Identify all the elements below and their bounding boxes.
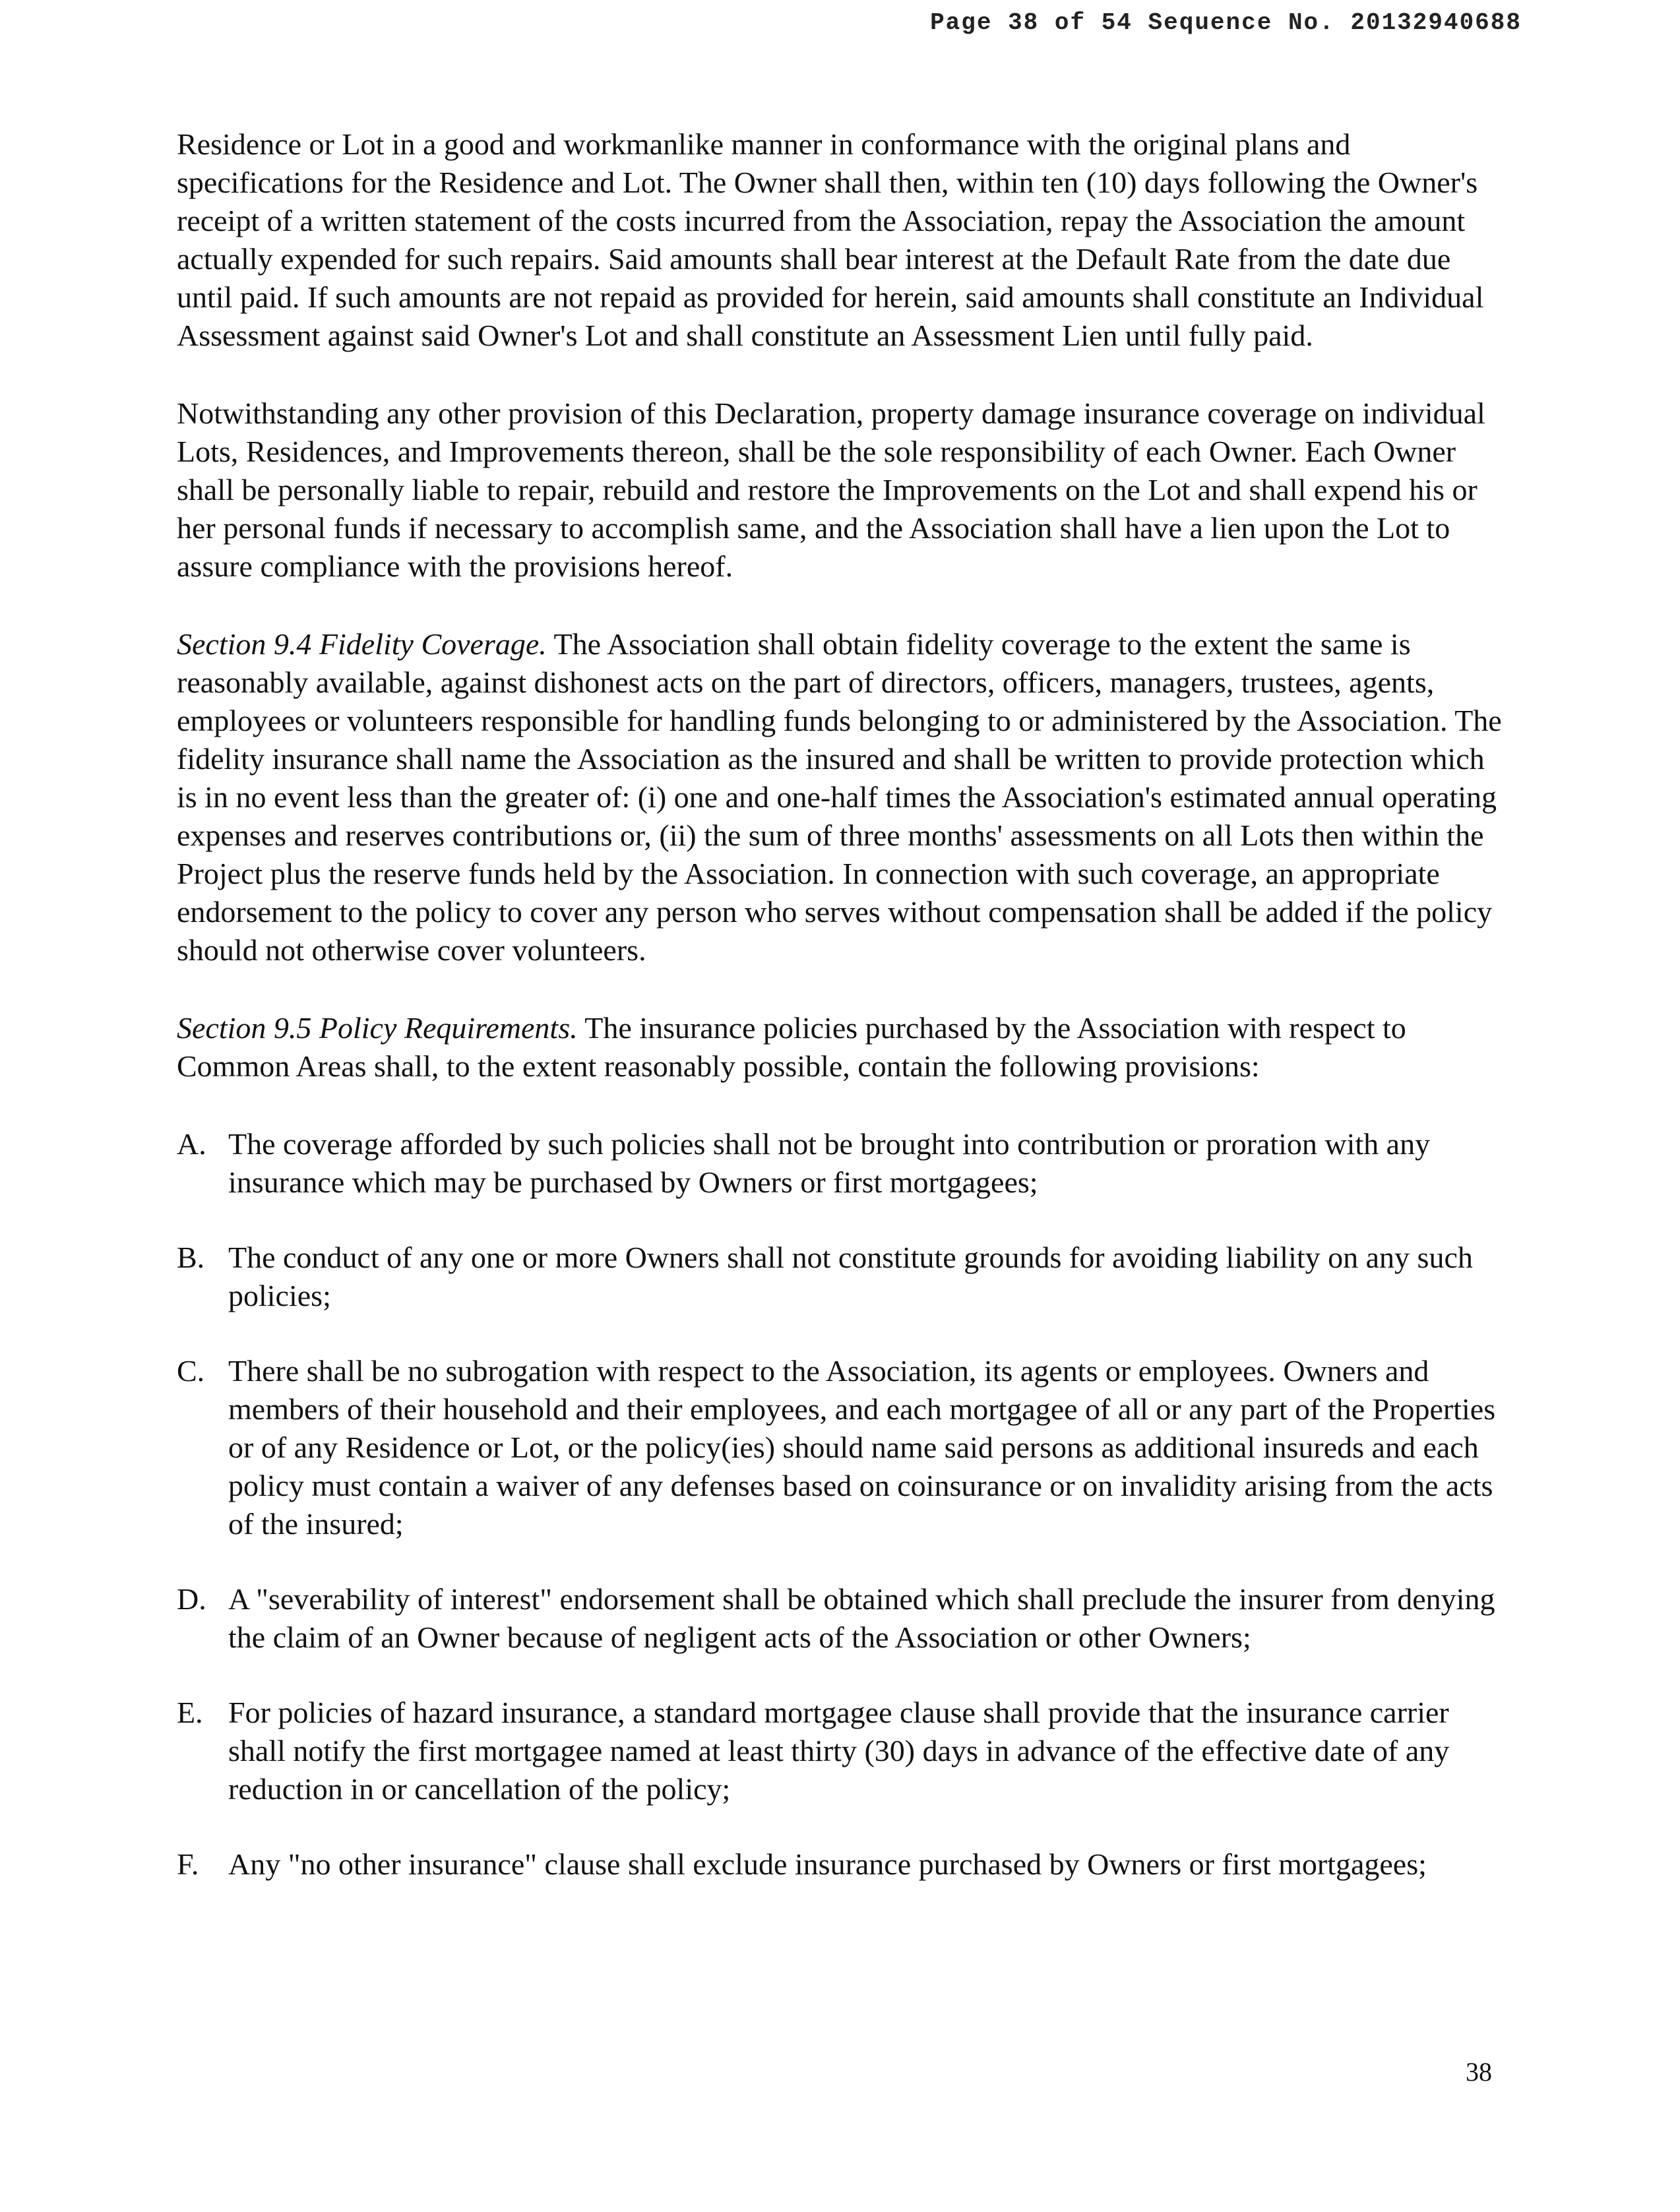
section-9-5-text: The insurance policies purchased by the Association with respect to Common Areas shall, to the extent reasonably possible, contain the following provisions: <box>177 1011 1406 1083</box>
paragraph-repair-costs: Residence or Lot in a good and workmanlike manner in conformance with the original plans and specifications for the Residence and Lot. The Owner shall then, within ten (10) days following the Owner's receipt of a written statement of the costs incurred from the Association, repay the Association the amount actually expended for such repairs. Said amounts shall bear interest at the Default Rate from the date due until paid. If such amounts are not repaid as provided for herein, said amounts shall constitute an Individual Assessment against said Owner's Lot and shall constitute an Assessment Lien until fully paid. <box>177 127 1484 352</box>
section-9-4-text: The Association shall obtain fidelity coverage to the extent the same is reasonably available, against dishonest acts on the part of directors, officers, managers, trustees, agents, employees or volunteers responsible for handling funds belonging to or administered by the Association. The fidelity insurance shall name the Association as the insured and shall be written to provide protection which is in no event less than the greater of: (i) one and one-half times the Association's estimated annual operating expenses and reserves contributions or, (ii) the sum of three months' assessments on all Lots then within the Project plus the reserve funds held by the Association. In connection with such coverage, an appropriate endorsement to the policy to cover any person who serves without compensation shall be added if the policy should not otherwise cover volunteers. <box>177 627 1502 967</box>
provision-text: The conduct of any one or more Owners shall not constitute grounds for avoiding liability on any such policies; <box>228 1241 1473 1312</box>
provision-f <box>177 1845 1503 1884</box>
provision-letter: A. <box>177 1127 206 1161</box>
provision-a <box>177 1125 1503 1202</box>
page-number: 38 <box>1466 2057 1492 2087</box>
document-body <box>177 125 1503 1920</box>
section-9-4-heading: Section 9.4 Fidelity Coverage. <box>177 627 547 661</box>
page-header: Page 38 of 54 Sequence No. 20132940688 <box>930 9 1522 36</box>
section-9-5 <box>177 1009 1503 1086</box>
section-9-5-heading: Section 9.5 Policy Requirements. <box>177 1011 578 1045</box>
provision-text: Any "no other insurance" clause shall exclude insurance purchased by Owners or first mortgagees; <box>228 1847 1427 1881</box>
provision-d <box>177 1580 1503 1657</box>
provision-letter: D. <box>177 1582 206 1616</box>
provision-letter: E. <box>177 1696 203 1729</box>
provision-b <box>177 1239 1503 1315</box>
provision-letter: F. <box>177 1847 199 1881</box>
provision-text: The coverage afforded by such policies shall not be brought into contribution or proration with any insurance which may be purchased by Owners or first mortgagees; <box>228 1127 1431 1199</box>
paragraph-property-damage-insurance: Notwithstanding any other provision of this Declaration, property damage insurance coverage on individual Lots, Residences, and Improvements thereon, shall be the sole responsibility of each Owner. Each Owner shall be personally liable to repair, rebuild and restore the Improvements on the Lot and shall expend his or her personal funds if necessary to accomplish same, and the Association shall have a lien upon the Lot to assure compliance with the provisions hereof. <box>177 396 1485 583</box>
provision-c <box>177 1352 1503 1543</box>
provision-e <box>177 1694 1503 1808</box>
section-9-4 <box>177 625 1503 969</box>
provision-text: For policies of hazard insurance, a standard mortgagee clause shall provide that the insurance carrier shall notify the first mortgagee named at least thirty (30) days in advance of the effective date of any reduction in or cancellation of the policy; <box>228 1696 1450 1806</box>
provision-letter: C. <box>177 1354 205 1388</box>
provisions-list <box>177 1125 1503 1884</box>
provision-text: A "severability of interest" endorsement shall be obtained which shall preclude the insurer from denying the claim of an Owner because of negligent acts of the Association or other Owners; <box>228 1582 1495 1654</box>
provision-letter: B. <box>177 1241 205 1274</box>
provision-text: There shall be no subrogation with respect to the Association, its agents or employees. Owners and members of their household and their employees, and each mortgagee of all or any part of the Properties or of any Residence or Lot, or the policy(ies) should name said persons as additional insureds and each policy must contain a waiver of any defenses based on coinsurance or on invalidity arising from the acts of the insured; <box>228 1354 1496 1541</box>
